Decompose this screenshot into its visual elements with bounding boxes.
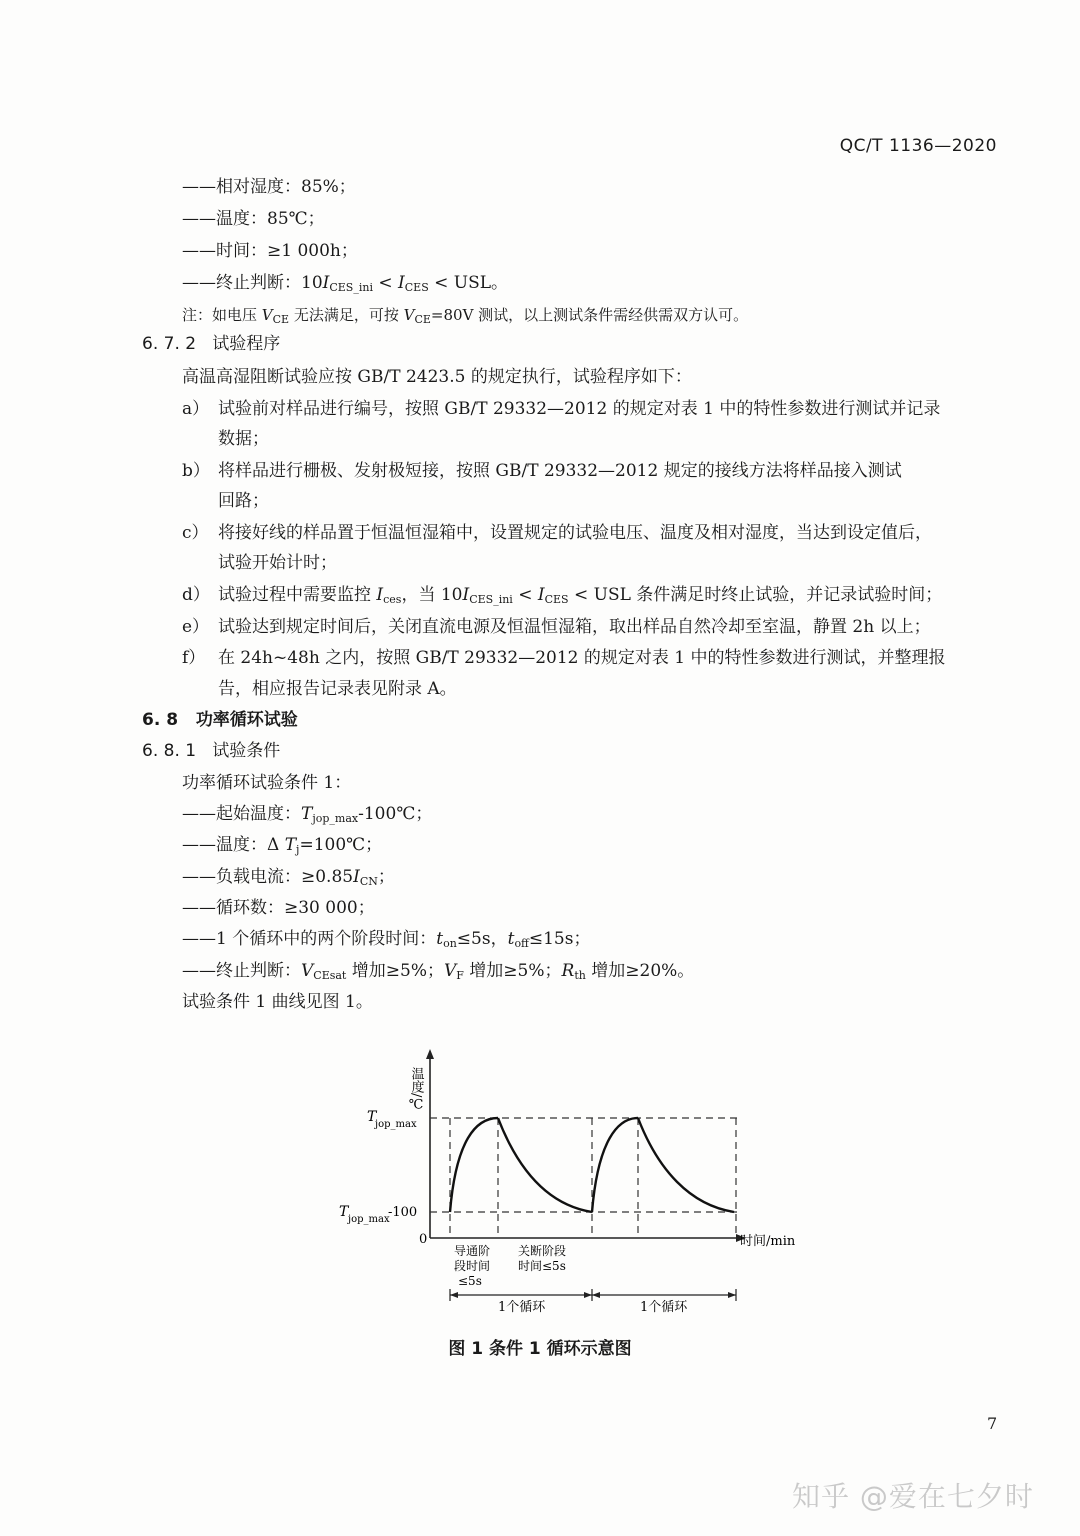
tmin-label-suffix: -100 xyxy=(388,1205,418,1220)
power-cycle-count: ——循环数：≥30 000； xyxy=(182,898,375,918)
power-cycle-delta-temp: ——温度：Δ $T_j=100℃$； xyxy=(182,835,383,856)
y-axis-label: 温度/℃ xyxy=(408,1067,424,1113)
procedure-intro: 高温高湿阻断试验应按 GB/T 2423.5 的规定执行，试验程序如下： xyxy=(182,367,692,387)
tmin-label-sub: jop_max xyxy=(348,1214,390,1225)
page-number: 7 xyxy=(987,1414,998,1433)
power-cycle-termination: ——终止判断：$V_{CEsat}$ 增加≥5%；$V_F$ 增加≥5%；$R_{th}$ 增加≥20%。 xyxy=(182,961,695,982)
condition-humidity: ——相对湿度：85%； xyxy=(182,177,356,197)
y-axis-arrow xyxy=(426,1049,434,1059)
on-phase-label-3: ≤5s xyxy=(458,1274,482,1288)
section-heading-6-8-1: 6. 8. 1 试验条件 xyxy=(142,741,281,761)
step-f: f） 在 24h~48h 之内，按照 GB/T 29332—2012 的规定对表 1 中的特性参数进行测试，并整理报 xyxy=(182,648,946,668)
on-phase-label-1: 导通阶 xyxy=(454,1244,491,1258)
off-phase-label-2: 时间≤5s xyxy=(518,1259,566,1273)
step-f-cont: 告，相应报告记录表见附录 A。 xyxy=(218,679,457,699)
step-c-cont: 试验开始计时； xyxy=(218,553,337,573)
step-a: a） 试验前对样品进行编号，按照 GB/T 29332—2012 的规定对表 1 中的特性参数进行测试并记录 xyxy=(182,399,941,419)
figure-caption: 图 1 条件 1 循环示意图 xyxy=(448,1339,632,1359)
cycle-label-2: 1个循环 xyxy=(640,1300,688,1315)
step-b: b） 将样品进行栅极、发射极短接，按照 GB/T 29332—2012 规定的接线方法将样品接入测试 xyxy=(182,461,902,481)
power-cycle-start-temp: ——起始温度：$T_{jop\_max}-100℃$； xyxy=(182,804,433,825)
figure-reference: 试验条件 1 曲线见图 1。 xyxy=(182,992,373,1012)
step-b-cont: 回路； xyxy=(218,491,269,511)
origin-label: 0 xyxy=(419,1232,428,1247)
tmax-label: T xyxy=(367,1109,377,1125)
step-e: e） 试验达到规定时间后，关闭直流电源及恒温恒湿箱，取出样品自然冷却至室温，静置 2h 以上； xyxy=(182,617,931,637)
condition-termination: ——终止判断：$10I_{CES\_ini} < I_{CES}$ < USL。 xyxy=(182,273,509,294)
on-phase-label-2: 段时间 xyxy=(454,1259,491,1273)
step-d: d） 试验过程中需要监控 $I_{ces}$，当 $10I_{CES\_ini} < I_{CES}$ < USL 条件满足时终止试验，并记录试验时间； xyxy=(182,585,943,606)
tmin-label: T xyxy=(339,1204,349,1220)
cycle-label-1: 1个循环 xyxy=(498,1300,546,1315)
section-heading-6-8: 6. 8 功率循环试验 xyxy=(142,710,298,730)
watermark: 知乎 @爱在七夕时 xyxy=(792,1480,1034,1513)
guide-lines xyxy=(430,1118,740,1238)
power-cycle-load-current: ——负载电流：$\ge 0.85I_{CN}$； xyxy=(182,867,395,888)
step-a-cont: 数据； xyxy=(218,429,269,449)
cycle-diagram xyxy=(320,1045,820,1325)
power-cycle-intro: 功率循环试验条件 1： xyxy=(182,773,352,793)
off-phase-label-1: 关断阶段 xyxy=(518,1244,567,1258)
x-axis-label: 时间/min xyxy=(740,1234,796,1249)
step-c: c） 将接好线的样品置于恒温恒湿箱中，设置规定的试验电压、温度及相对湿度，当达到设定值后， xyxy=(182,523,932,543)
section-heading-6-7-2: 6. 7. 2 试验程序 xyxy=(142,334,281,354)
condition-time: ——时间：≥1 000h； xyxy=(182,241,358,261)
tmax-label-sub: jop_max xyxy=(375,1119,417,1130)
power-cycle-phase-times: ——1 个循环中的两个阶段时间：$t_{on}\le 5s$，$t_{off}\le 15s$； xyxy=(182,929,591,950)
condition-temperature: ——温度：85℃； xyxy=(182,209,325,229)
condition-note: 注：如电压 $V_{CE}$ 无法满足，可按 $V_{CE}=80V$ 测试，以上测试条件需经供需双方认可。 xyxy=(182,306,749,326)
document-code: QC/T 1136—2020 xyxy=(839,136,997,156)
